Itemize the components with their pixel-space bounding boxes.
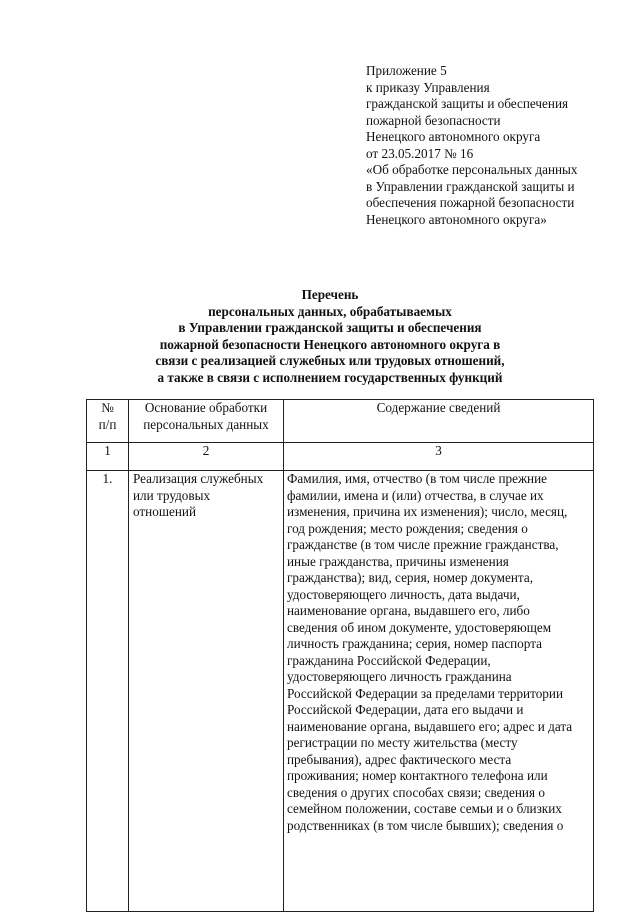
content-line: семейном положении, составе семьи и о близких xyxy=(287,801,562,816)
appendix-line: «Об обработке персональных данных xyxy=(366,162,578,177)
table-header-row xyxy=(87,400,594,443)
header-number xyxy=(87,400,129,443)
basis-line: Реализация служебных xyxy=(133,471,264,486)
content-line: Фамилия, имя, отчество (в том числе прежние xyxy=(287,471,548,486)
appendix-line: пожарной безопасности xyxy=(366,112,501,128)
title-line: в Управлении гражданской защиты и обеспечения xyxy=(178,320,482,335)
header-basis xyxy=(129,400,284,443)
row-number: 1. xyxy=(87,471,129,912)
basis-line: или трудовых xyxy=(133,487,211,503)
content-line: гражданина Российской Федерации, xyxy=(287,652,491,668)
appendix-line: Ненецкого автономного округа» xyxy=(366,211,547,227)
row-basis xyxy=(129,471,284,912)
column-number: 2 xyxy=(129,443,284,471)
content-line: наименование органа, выдавшего его; адрес и дата xyxy=(287,718,573,734)
content-line: Российской Федерации за пределами территории xyxy=(287,685,564,701)
header-number-line: № xyxy=(101,400,114,415)
header-number-line: п/п xyxy=(98,416,117,432)
content-line: удостоверяющего личность гражданина xyxy=(287,669,512,684)
column-numbering-row xyxy=(87,443,594,471)
appendix-line: гражданской защиты и обеспечения xyxy=(366,96,569,111)
column-number: 3 xyxy=(284,443,594,471)
appendix-line: Ненецкого автономного округа xyxy=(366,129,541,144)
content-line: наименование органа, выдавшего его, либо xyxy=(287,603,530,618)
title-line: пожарной безопасности Ненецкого автономного округа в xyxy=(159,336,501,352)
appendix-block xyxy=(366,63,616,228)
content-line: гражданстве (в том числе прежние гражданства, xyxy=(287,537,559,552)
content-line: фамилии, имена и (или) отчества, в случае их xyxy=(287,487,544,503)
appendix-line: в Управлении гражданской защиты и xyxy=(366,178,575,194)
content-line: Российской Федерации, дата его выдачи и xyxy=(287,702,524,717)
header-content xyxy=(284,400,594,443)
appendix-line: Приложение 5 xyxy=(366,63,447,78)
content-line: год рождения; место рождения; сведения о xyxy=(287,520,528,536)
content-line: изменения, причина их изменения); число, месяц, xyxy=(287,504,568,519)
personal-data-table xyxy=(86,399,594,912)
basis-line: отношений xyxy=(133,504,197,519)
appendix-line: обеспечения пожарной безопасности xyxy=(366,195,575,210)
content-line: регистрации по месту жительства (месту xyxy=(287,735,518,750)
content-line: иные гражданства, причины изменения xyxy=(287,553,509,569)
content-line: пребывания), адрес фактического места xyxy=(287,751,512,767)
content-line: гражданства); вид, серия, номер документа, xyxy=(287,570,533,585)
content-line: удостоверяющего личность, дата выдачи, xyxy=(287,586,520,602)
content-line: проживания; номер контактного телефона или xyxy=(287,768,548,783)
content-line: родственниках (в том числе бывших); сведения о xyxy=(287,817,564,833)
column-number: 1 xyxy=(87,443,129,471)
title-line: персональных данных, обрабатываемых xyxy=(208,303,452,319)
content-line: сведения о других способах связи; сведения о xyxy=(287,784,545,800)
content-line: личность гражданина; серия, номер паспорта xyxy=(287,636,542,651)
header-basis-line: персональных данных xyxy=(143,416,269,432)
header-content-line: Содержание сведений xyxy=(376,400,501,415)
header-basis-line: Основание обработки xyxy=(144,400,268,415)
title-line: связи с реализацией служебных или трудовых отношений, xyxy=(155,353,505,368)
document-title xyxy=(110,287,550,386)
appendix-line: к приказу Управления xyxy=(366,79,490,95)
row-content xyxy=(284,471,594,912)
title-line: Перечень xyxy=(301,287,359,302)
table-row xyxy=(87,471,594,912)
title-line: а также в связи с исполнением государственных функций xyxy=(157,369,503,385)
content-line: сведения об ином документе, удостоверяющем xyxy=(287,619,552,635)
appendix-line: от 23.05.2017 № 16 xyxy=(366,145,474,161)
